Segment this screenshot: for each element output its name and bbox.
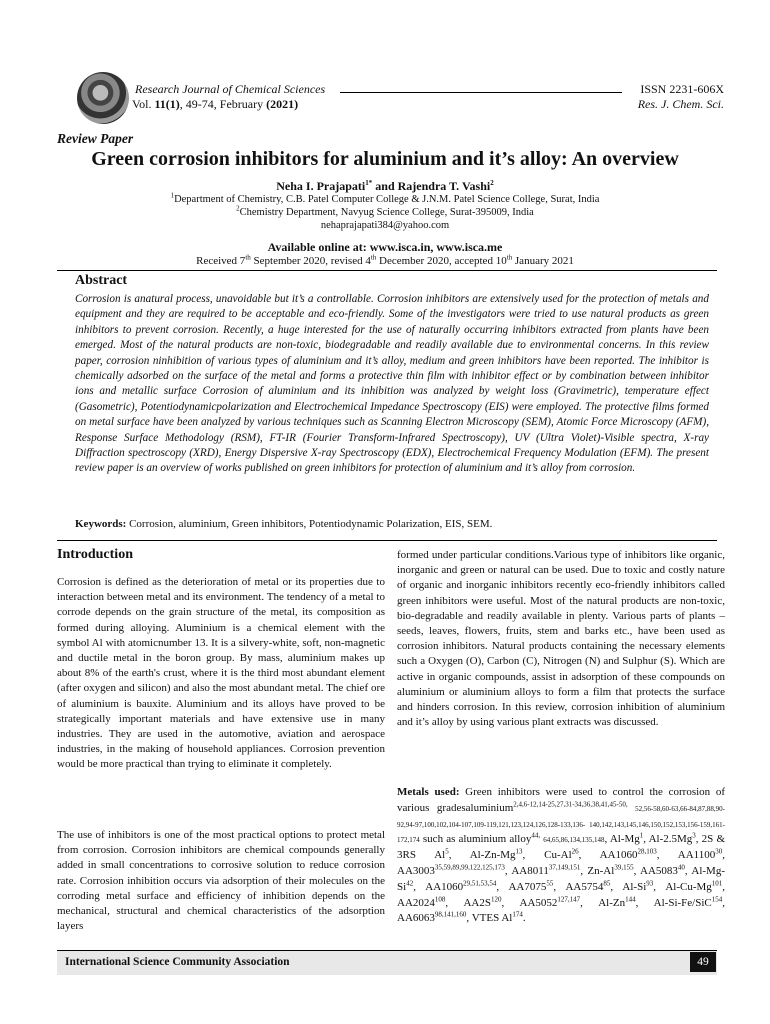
metal-item: , AA5052 <box>501 896 558 909</box>
metal-list <box>397 833 725 924</box>
metal-item: , AA2024 <box>397 880 726 909</box>
metal-item-ref: 101 <box>711 879 723 888</box>
metal-item-ref: 3 <box>692 831 696 840</box>
intro-paragraph-2: The use of inhibitors is one of the most practical options to protect metal from corrosion. Corrosion inhibitors are chemical compounds generally added in small concentrations to corrosive solution to reduce corrosion rate. Corrosion inhibition occurs via adsorption of their molecules on the corroding metal surface and efficiency of inhibition depends on the mechanical, structural and chemical characteristics of the adsorption layers <box>57 829 385 933</box>
metal-item-ref: 40 <box>677 863 685 872</box>
metal-item-ref: 98,141,160 <box>434 910 467 919</box>
metal-item-ref: 154 <box>711 894 723 903</box>
abstract-text: Corrosion is anatural process, unavoidable but it’s a controllable. Corrosion inhibitors are extensively used for the protection of metals and equipment and they are required to be acceptable and eco-friendly. Some of the investigators were tried to use natural products as green inhibitors to prevent corrosion. Recently, a huge interested for the use of naturally occurring inhibitors extracted from plants have been emerged. Most of the natural products are non-toxic, biodegradable and readily available due to environmental concerns. In this review paper, corrosion ninhibition of various types of aluminium and it’s alloy, medium and green inhibitors have been reported. The inhibitor is chemically adsorbed on the surface of the metal and forms a protective thin film with inhibitor effect or by combination between inhibitor ions and metallic surface Corrosion of aluminium and its inhibition was analyzed by weight loss (Gravimetric), temperature effect (Gasometric), Potentiodynamicpolarization and Electrochemical Impedance Spectroscopy (EIS) were employed. The protective films formed on metal surface have been analyzed by various techniques such as Scanning Electron Microscopy (SEM), Atomic Force Microscopy (AFM), Response Surface Methodology (RSM), FT-IR (Fourier Transform-Infrared Spectroscopy), UV (Ultra Violet)-Visible spectra, X-ray Diffraction spectroscopy (XRD), Energy Dispersive X-ray Spectroscopy (EDX), Electrochemical Frequency Modulation (EFM). The present review paper is an overview of works published on green inhibitors for protection of aluminium and it’s alloy from corrosion. <box>75 293 709 475</box>
divider <box>57 540 717 541</box>
metal-item-ref: 108 <box>434 894 446 903</box>
metal-item: , VTES Al <box>466 912 513 925</box>
footer-association: International Science Community Association <box>65 956 290 968</box>
intro-paragraph-3: formed under particular conditions.Various type of inhibitors like organic, inorganic and green or natural can be used. Due to toxic and costly nature of organic and inorganic inhibitors recently eco-friendly inhibitors called green inhibitors were useful. Most of the natural products are non-toxic, bio-degradable and readily available in plenty. Various parts of plants – seeds, leaves, flowers, fruits, stem and barks etc., have been used as corrosion inhibitors. Natural products containing the necessary elements such a Oxygen (O), Carbon (C), Nitrogen (N) and Sulphur (S). Which are active in organic compounds, assist in adsorption of these compounds on aluminium or aluminium alloys to form a film that protects the surface and hinders corrosion. In this review, corrosion inhibition of aluminium and it’s alloy by using various plant extracts was discussed. <box>397 549 725 729</box>
metal-item-ref: 1 <box>639 831 644 840</box>
divider <box>57 270 717 271</box>
abstract-heading: Abstract <box>75 273 128 288</box>
intro-paragraph-1: Corrosion is defined as the deterioration of metal or its properties due to interaction between metal and its environment. The tendency of a metal to corrode depends on the grain structure of the metal, its composition as formed during alloying. Aluminium is a chemical element with the symbol Al with atomicnumber 13. It is a silvery-white, soft, non-magnetic and ductile metal in the boron group. By mass, aluminium makes up about 8% of the earth's crust, where it is the third most abundant element (after oxygen and silicon) and also the most abundant metal. The chief ore of aluminium is bauxite. Aluminium and its alloys have proved to be strategically important materials and have extensive use in many industries. They are used in the automotive, aviation and aerospace industries, in the making of household appliances. Corrosion prevention would be more practical than trying to eliminate it completely. <box>57 576 385 771</box>
metal-item: , Cu-Al <box>522 849 572 862</box>
metal-item: , AA1060 <box>578 849 638 862</box>
metal-item-ref: 29,51,53,54 <box>463 879 497 888</box>
paper-type: Review Paper <box>57 131 134 146</box>
metal-item-ref: 30 <box>715 847 723 856</box>
paper-title: Green corrosion inhibitors for aluminium and it’s alloy: An overview <box>91 148 679 170</box>
metal-item: , AA6063 <box>397 896 726 925</box>
metal-item: , AA7075 <box>496 880 547 893</box>
keywords: Keywords: Corrosion, aluminium, Green inhibitors, Potentiodynamic Polarization, EIS, SEM. <box>75 518 493 530</box>
metal-item-ref: 5 <box>445 847 449 856</box>
metal-item: , AA2S <box>445 896 491 909</box>
available-online: Available online at: www.isca.in, www.isca.me <box>267 240 503 254</box>
header-rule <box>340 92 622 93</box>
volume-info: Vol. 11(1), 49-74, February (2021) <box>132 97 299 111</box>
metal-item-ref: 39,155 <box>614 863 634 872</box>
metal-item: , Al-Zn <box>580 896 626 909</box>
metal-item-ref: 28,103 <box>637 847 657 856</box>
metal-item-ref: 85 <box>603 879 611 888</box>
metal-item-ref: 37,149,151 <box>548 863 581 872</box>
metal-item: , Al-Si-Fe/SiC <box>635 896 712 909</box>
metal-item: , 2S & 3RS Al <box>397 833 725 862</box>
metals-used-paragraph: Metals used: Green inhibitors were used to control the corrosion of various gradesaluminium$^{2,4,6-12,14-25,27,31-34,36,38,41,45-50,}$ 52,56-58,60-63,66-84,87,88,90-92,94-97,100,102,104-107,109-119,121,123,124,126,128-133,136- 140,142,143,145,146,150,152,153,156-159,161-172,174 such as aluminium alloy$^{44,}$ 64,65,86,134,135,148, Al-Mg$^1$, Al-2.5Mg$^3$, 2S & 3RS Al$^5$, Al-Zn-Mg$^{13}$, Cu-Al$^{26}$, AA1060$^{28,103}$, AA1100$^{30}$, AA3003$^{35,59,89,99,122,125,173}$, AA8011$^{37,149,151}$, Zn-Al$^{39,155}$, AA5083$^{40}$, Al-Mg-Si$^{42}$, AA1060$^{29,51,53,54}$, AA7075$^{55}$, AA5754$^{85}$, Al-Si$^{93}$, Al-Cu-Mg$^{101}$, AA2024$^{108}$, $AA2S^{120}$, AA5052$^{127,147}$, Al-Zn$^{144}$, Al-Si-Fe/SiC$^{154}$, AA6063$^{98,141,160}$, VTES Al$^{174}$. <box>397 786 726 925</box>
affiliation-1: $^1$Department of Chemistry, C.B. Patel Computer College & J.N.M. Patel Science College, Surat, India <box>170 191 600 205</box>
metal-item-ref: 42 <box>406 879 414 888</box>
metal-item-ref: 13 <box>515 847 523 856</box>
metal-item-ref: 26 <box>571 847 579 856</box>
metal-item: , AA5754 <box>553 880 604 893</box>
metal-item-ref: 174 <box>512 910 523 919</box>
journal-short-name: Res. J. Chem. Sci. <box>637 97 724 111</box>
metal-item: , AA8011 <box>504 864 549 877</box>
metal-item: , Zn-Al <box>580 864 615 877</box>
metal-item-ref: 120 <box>490 894 502 903</box>
metal-item: , Al-Cu-Mg <box>653 880 712 893</box>
received-dates: Received 7th September 2020, revised 4th December 2020, accepted 10th January 2021 <box>196 253 574 267</box>
metal-item: , Al-Si <box>610 880 647 893</box>
metal-item: , Al-Mg <box>604 833 640 846</box>
page-number: 49 <box>690 952 716 972</box>
author-email: nehaprajapati384@yahoo.com <box>320 220 450 231</box>
metal-item-ref: 93 <box>646 879 654 888</box>
journal-logo <box>77 72 129 124</box>
metal-item-ref: 144 <box>625 894 636 903</box>
introduction-heading: Introduction <box>57 547 133 562</box>
authors: Neha I. Prajapati$^{1*}$ and Rajendra T. Vashi$^2$ <box>276 179 494 193</box>
metal-item-ref: 127,147 <box>557 894 581 903</box>
journal-name: Research Journal of Chemical Sciences <box>135 82 326 96</box>
metal-item-ref: 55 <box>546 879 554 888</box>
affiliation-2: $^2$Chemistry Department, Navyug Science College, Surat-395009, India <box>236 204 534 218</box>
metal-item: , AA1100 <box>656 849 716 862</box>
metal-item-ref: 35,59,89,99,122,125,173 <box>434 863 505 872</box>
metal-item: , AA5083 <box>633 864 678 877</box>
metal-item: , Al-Mg-Si <box>397 864 725 893</box>
metal-item: , Al-2.5Mg <box>643 833 693 846</box>
metal-item: , Al-Zn-Mg <box>448 849 516 862</box>
metal-item: , AA1060 <box>413 880 464 893</box>
metal-item: , AA3003 <box>397 849 726 877</box>
issn: ISSN 2231-606X <box>640 82 724 96</box>
